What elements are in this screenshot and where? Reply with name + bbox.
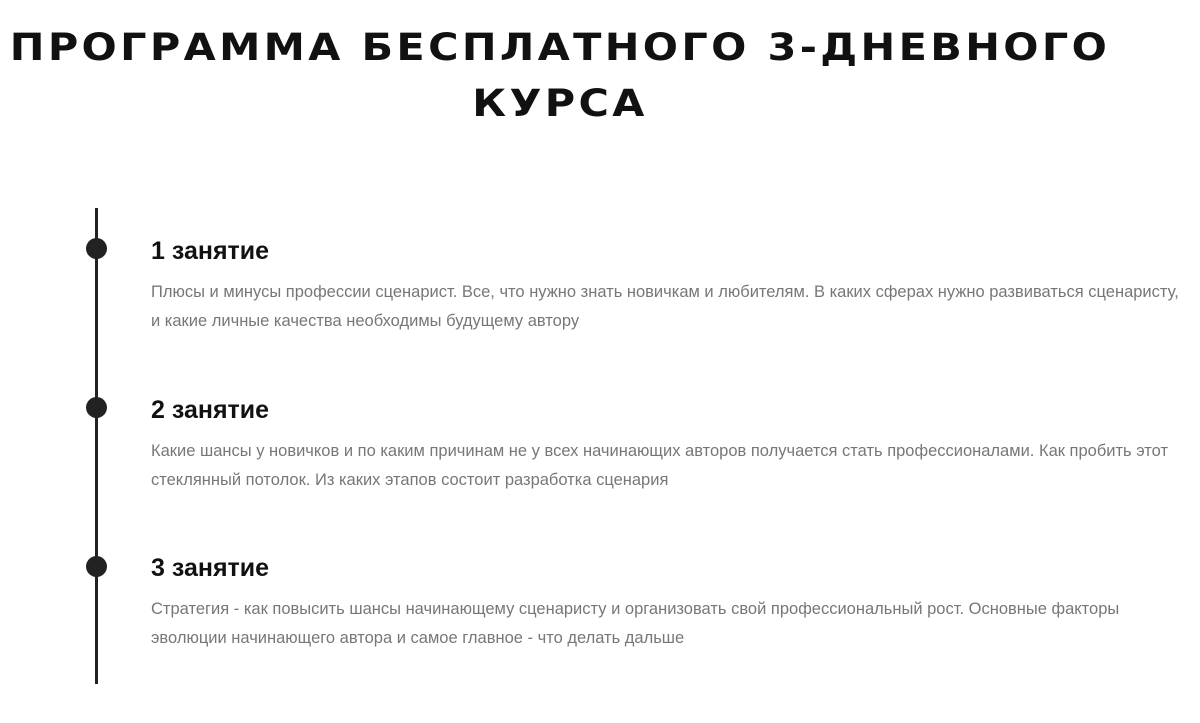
lesson-heading: 1 занятие: [151, 237, 270, 265]
lesson-item: [151, 236, 1181, 336]
timeline-dot: [86, 397, 107, 418]
lesson-heading: 3 занятие: [151, 554, 270, 582]
lesson-description: Стратегия - как повысить шансы начинающему сценаристу и организовать свой профессиональный рост. Основные факторы эволюции начинающего автора и самое главное - что делать дальше: [151, 600, 1120, 647]
timeline-dot: [86, 238, 107, 259]
timeline-dot: [86, 556, 107, 577]
page-title: ПРОГРАММА БЕСПЛАТНОГО 3-ДНЕВНОГО КУРСА: [9, 26, 1111, 125]
lesson-description: Какие шансы у новичков и по каким причинам не у всех начинающих авторов получается стать профессионалами. Как пробить этот стеклянный потолок. Из каких этапов состоит разработка сценария: [151, 442, 1169, 489]
timeline-line: [95, 208, 98, 684]
lesson-description: Плюсы и минусы профессии сценарист. Все, что нужно знать новичкам и любителям. В каких сферах нужно развиваться сценаристу, и какие личные качества необходимы будущему автору: [151, 283, 1179, 330]
lesson-item: [151, 553, 1181, 653]
lesson-item: [151, 395, 1181, 495]
lesson-heading: 2 занятие: [151, 396, 270, 424]
